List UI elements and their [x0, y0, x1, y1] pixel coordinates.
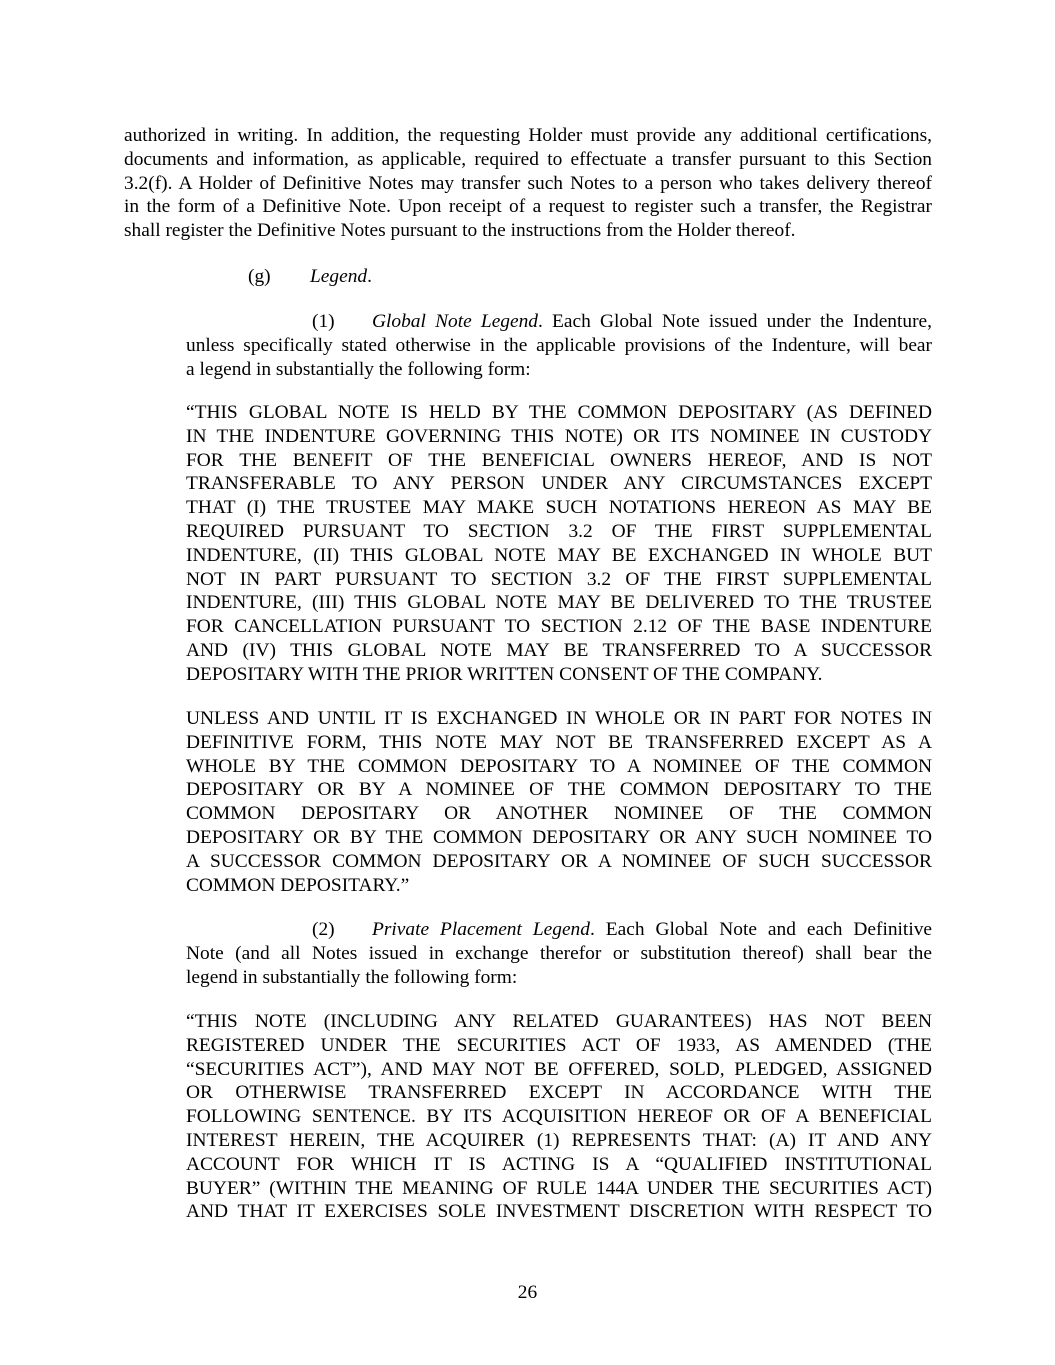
text-line: DEPOSITARY WITH THE PRIOR WRITTEN CONSENT OF THE COMPANY. [186, 663, 823, 685]
global-note-legend-block-2 [186, 707, 932, 897]
text-line: WHOLE BY THE COMMON DEPOSITARY TO A NOMINEE OF THE COMMON [186, 755, 932, 777]
text-line: UNLESS AND UNTIL IT IS EXCHANGED IN WHOLE OR IN PART FOR NOTES IN [186, 708, 932, 729]
item-text: . Each Global Note and each Definitive [589, 919, 933, 940]
section-title-suffix: . [367, 266, 372, 287]
text-line: AND THAT IT EXERCISES SOLE INVESTMENT DISCRETION WITH RESPECT TO [186, 1201, 932, 1223]
text-line: OR OTHERWISE TRANSFERRED EXCEPT IN ACCORDANCE WITH THE [186, 1082, 932, 1104]
item-title: Private Placement Legend [372, 919, 590, 940]
text-line: AND (IV) THIS GLOBAL NOTE MAY BE TRANSFERRED TO A SUCCESSOR [186, 639, 932, 661]
text-line: “SECURITIES ACT”), AND MAY NOT BE OFFERED, SOLD, PLEDGED, ASSIGNED [186, 1058, 932, 1080]
text-line: COMMON DEPOSITARY OR ANOTHER NOMINEE OF THE COMMON [186, 803, 932, 825]
text-line: INDENTURE, (II) THIS GLOBAL NOTE MAY BE EXCHANGED IN WHOLE BUT [186, 544, 932, 566]
text-line: BUYER” (WITHIN THE MEANING OF RULE 144A UNDER THE SECURITIES ACT) [186, 1177, 932, 1199]
text-line: a legend in substantially the following form: [186, 358, 531, 380]
text-line: “THIS GLOBAL NOTE IS HELD BY THE COMMON DEPOSITARY (AS DEFINED [186, 402, 932, 423]
text-line: Note (and all Notes issued in exchange therefor or substitution thereof) shall bear the [186, 942, 932, 964]
text-line: THAT (I) THE TRUSTEE MAY MAKE SUCH NOTATIONS HEREON AS MAY BE [186, 497, 932, 519]
text-line: “THIS NOTE (INCLUDING ANY RELATED GUARANTEES) HAS NOT BEEN [186, 1011, 932, 1032]
section-title: Legend [310, 266, 368, 287]
text-line: DEFINITIVE FORM, THIS NOTE MAY NOT BE TRANSFERRED EXCEPT AS A [186, 731, 932, 753]
text-line: IN THE INDENTURE GOVERNING THIS NOTE) OR ITS NOMINEE IN CUSTODY [186, 425, 932, 447]
item-text: . Each Global Note issued under the Indenture, [538, 311, 933, 332]
item-number: (2) [312, 919, 335, 940]
text-line: authorized in writing. In addition, the requesting Holder must provide any additional certifications, [124, 125, 932, 146]
text-line: NOT IN PART PURSUANT TO SECTION 3.2 OF THE FIRST SUPPLEMENTAL [186, 568, 932, 590]
text-line: documents and information, as applicable, required to effectuate a transfer pursuant to this Section [124, 148, 932, 170]
item-number: (1) [312, 311, 335, 332]
text-line: COMMON DEPOSITARY.” [186, 874, 410, 896]
section-number: (g) [248, 266, 271, 287]
global-note-legend-block-1 [186, 401, 932, 687]
text-line: in the form of a Definitive Note. Upon receipt of a request to register such a transfer, the Registrar [124, 196, 932, 218]
item-title: Global Note Legend [372, 311, 538, 332]
text-line: TRANSFERABLE TO ANY PERSON UNDER ANY CIRCUMSTANCES EXCEPT [186, 473, 932, 495]
text-line: INTEREST HEREIN, THE ACQUIRER (1) REPRESENTS THAT: (A) IT AND ANY [186, 1129, 932, 1151]
intro-paragraph [124, 124, 932, 243]
text-line: A SUCCESSOR COMMON DEPOSITARY OR A NOMINEE OF SUCH SUCCESSOR [186, 850, 932, 872]
text-line: DEPOSITARY OR BY THE COMMON DEPOSITARY OR ANY SUCH NOMINEE TO [186, 826, 932, 848]
private-placement-legend-block [186, 1010, 932, 1224]
text-line: ACCOUNT FOR WHICH IT IS ACTING IS A “QUALIFIED INSTITUTIONAL [186, 1153, 932, 1175]
text-line: shall register the Definitive Notes pursuant to the instructions from the Holder thereof. [124, 220, 796, 242]
text-line: unless specifically stated otherwise in the applicable provisions of the Indenture, will bear [186, 334, 932, 356]
text-line: DEPOSITARY OR BY A NOMINEE OF THE COMMON DEPOSITARY TO THE [186, 779, 932, 801]
item-1-paragraph [186, 310, 932, 381]
item-2-paragraph [186, 918, 932, 989]
text-line: REQUIRED PURSUANT TO SECTION 3.2 OF THE FIRST SUPPLEMENTAL [186, 520, 932, 542]
section-g-heading [248, 265, 372, 289]
page-number: 26 [517, 1282, 538, 1303]
text-line: FOLLOWING SENTENCE. BY ITS ACQUISITION HEREOF OR OF A BENEFICIAL [186, 1106, 932, 1128]
text-line: INDENTURE, (III) THIS GLOBAL NOTE MAY BE DELIVERED TO THE TRUSTEE [186, 592, 932, 614]
text-line: REGISTERED UNDER THE SECURITIES ACT OF 1933, AS AMENDED (THE [186, 1034, 932, 1056]
item-2-first-line [186, 918, 932, 942]
text-line: FOR THE BENEFIT OF THE BENEFICIAL OWNERS HEREOF, AND IS NOT [186, 449, 932, 471]
text-line: FOR CANCELLATION PURSUANT TO SECTION 2.12 OF THE BASE INDENTURE [186, 616, 932, 638]
item-1-first-line [186, 310, 932, 334]
text-line: 3.2(f). A Holder of Definitive Notes may transfer such Notes to a person who takes delivery thereof [124, 172, 932, 194]
text-line: legend in substantially the following form: [186, 966, 518, 988]
